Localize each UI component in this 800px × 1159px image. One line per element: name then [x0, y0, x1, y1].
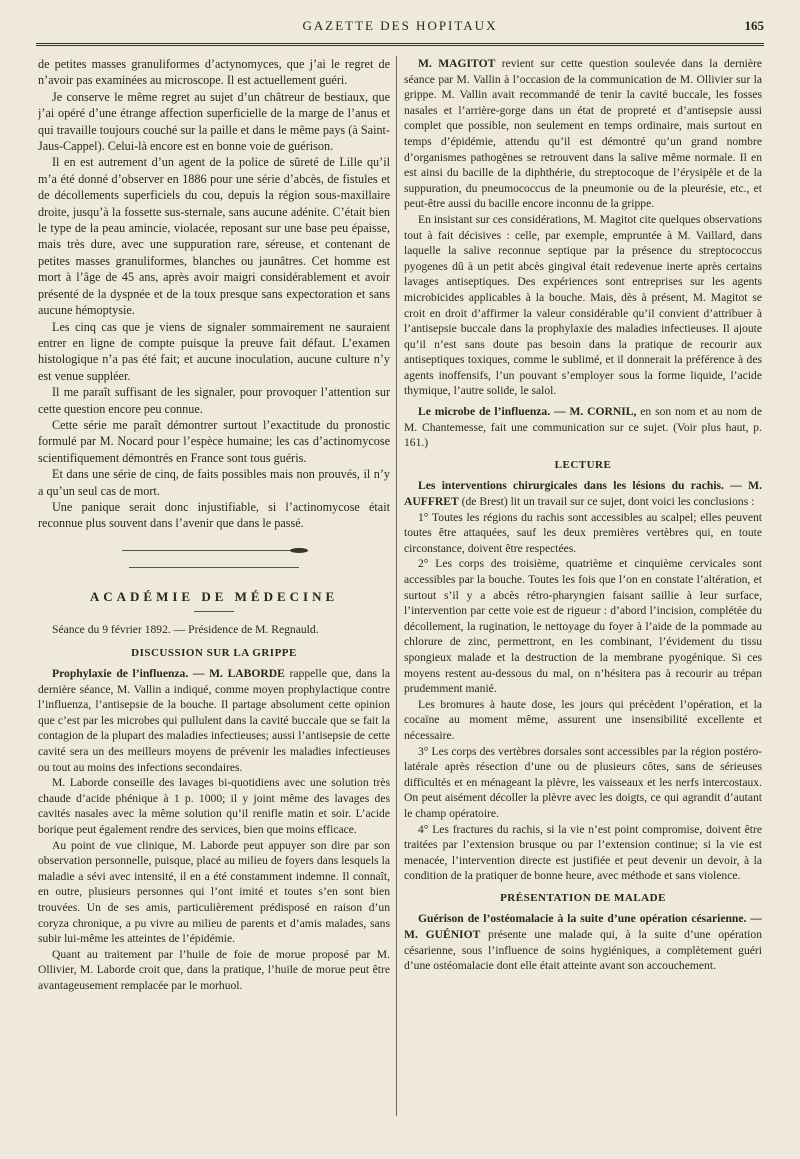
paragraph-lead: Guérison de l’ostéomalacie à la suite d’une opération césarienne. — M. GUÉNIOT: [404, 912, 762, 942]
paragraph: Les bromures à haute dose, les jours qui précèdent l’opération, et la cocaïne au moment même, assurent une insensibilité excellente et nécessaire.: [404, 697, 762, 742]
paragraph: Les interventions chirurgicales dans les lésions du rachis. — M. AUFFRET (de Brest) lit un travail sur ce sujet, dont voici les conclusions :: [404, 479, 762, 509]
paragraph-lead: Prophylaxie de l’influenza. — M. LABORDE: [52, 667, 285, 680]
paragraph-lead: Les interventions chirurgicales dans les lésions du rachis. — M. AUFFRET: [404, 479, 762, 509]
section-ornament: [38, 542, 390, 575]
paragraph: Quant au traitement par l’huile de foie de morue proposé par M. Ollivier, M. Laborde croit que, dans la pratique, l’huile de morue peut être avantageusement remplacée par le morhuol.: [38, 947, 390, 992]
journal-title: GAZETTE DES HOPITAUX: [302, 18, 498, 33]
divider: [194, 611, 234, 612]
paragraph: Cette série me paraît démontrer surtout l’exactitude du pronostic formulé par M. Nocard pour l’espèce humaine; les cas d’actinomycose scientifiquement démontrés en France sont tous guéris.: [38, 417, 390, 465]
paragraph: Le microbe de l’influenza. — M. CORNIL, en son nom et au nom de M. Chantemesse, fait une communication sur ce sujet. (Voir plus haut, p. 161.): [404, 405, 762, 450]
page-header: [0, 14, 800, 38]
paragraph: 4° Les fractures du rachis, si la vie n’est point compromise, doivent être traitées par l’extension brusque ou par l’extension continue; si la vie est menacée, l’intervention directe est justifiée et peut devenir un devoir, à la condition de la pratiquer de bonne heure, avec méthode et sans violence.: [404, 822, 762, 883]
paragraph-lead: M. MAGITOT: [418, 57, 496, 70]
left-column: [38, 56, 390, 1136]
paragraph: M. Laborde conseille des lavages bi-quotidiens avec une solution très chaude d’acide phénique à 1 p. 1000; il y joint même des lavages des cavités nasales avec la même solution qu’il renifle matin et soir. L’acide borique peut également rendre des services, bien que moins efficace.: [38, 776, 390, 836]
paragraph: M. MAGITOT revient sur cette question soulevée dans la dernière séance par M. Vallin à l’occasion de la communication de M. Ollivier sur la grippe. M. Vallin avait recommandé de tenir la cavité buccale, les fosses nasales et l’arrière-gorge dans un état de propreté et d’antisepsie aussi complet que possible, non seulement en temps ordinaire, mais surtout en temps d’épidémie, attendu qu’il est démontré qu’un grand nombre d’organismes pathogènes se retrouvent dans la salive même normale. Il en est ainsi du bacille de la diphthérie, du streptocoque de l’érysipèle et de la suppuration, du pneumococcus de la pneumonie ou de la pleurésie, etc., et peut-être aussi du bacille encore inconnu de la grippe.: [404, 57, 762, 211]
column-divider: [396, 56, 397, 1116]
paragraph: Une panique serait donc injustifiable, si l’actinomycose était reconnue plus souvent dans l’avenir que dans le passé.: [38, 499, 390, 531]
section-heading: ACADÉMIE DE MÉDECINE: [89, 588, 339, 604]
paragraph: 3° Les corps des vertèbres dorsales sont accessibles par la région postéro-latérale après résection d’une ou de plusieurs côtes, sans de sérieuses difficultés et en ménageant la plèvre, les vaisseaux et les nerfs intercostaux. On peut aisément décoller la plèvre avec les doigts, ce qui agrandit d’autant le champ opératoire.: [404, 744, 762, 820]
paragraph: 1° Toutes les régions du rachis sont accessibles au scalpel; elles peuvent toutes être attaquées, sauf les deux premières vertèbres qui, en toute circonstance, doivent être respectées.: [404, 510, 762, 555]
paragraph: Guérison de l’ostéomalacie à la suite d’une opération césarienne. — M. GUÉNIOT présente une malade qui, à la suite d’une opération césarienne, sous l’influence de soins hygiéniques, a complètement guéri d’une ostéomalacie dont elle était atteinte avant son accouchement.: [404, 912, 762, 973]
paragraph: 2° Les corps des troisième, quatrième et cinquième cervicales sont accessibles par la bouche. Toutes les fois que l’on en constate l’altération, et surtout s’il y a abcès rétro-pharyngien faisant saillie à leur surface, l’intervention par cette voie est de rigueur : d’abord l’incision, complétée du décollement, la rugination, le nettoyage du foyer à l’aide de la pommade au chlorure de zinc, permettront, en les combinant, l’évidement du tissu spongieux malade et la destruction de la membrane pyogénique. Si ces moyens restent au-dessous du mal, on n’hésitera pas à recourir au trépan prudemment manié.: [404, 557, 762, 696]
paragraph: Au point de vue clinique, M. Laborde peut appuyer son dire par son observation personnelle, puisque, placé au milieu de foyers dans lesquels la maladie a sévi avec intensité, il en a été constamment indemne. Il connaît, en outre, plusieurs personnes qui l’ont imité et toutes s’en sont bien trouvées. Un de ses amis, particulièrement prédisposé en raison d’un coryza chronique, a pu vivre au milieu de parents et d’amis malades, sans subir lui-même les atteintes de l’épidémie.: [38, 838, 390, 946]
subsection-heading: PRÉSENTATION DE MALADE: [500, 891, 666, 904]
paragraph: Les cinq cas que je viens de signaler sommairement ne sauraient entrer en ligne de compte puisque la preuve fait défaut. L’examen histologique n’a pas été fait; et aucune inoculation, aucune culture n’y est venue suppléer.: [38, 319, 390, 383]
paragraph: Et dans une série de cinq, de faits possibles mais non prouvés, il n’y a qu’un seul cas de mort.: [38, 467, 390, 498]
paragraph: Prophylaxie de l’influenza. — M. LABORDE rappelle que, dans la dernière séance, M. Vallin a indiqué, comme moyen prophylactique contre l’influenza, l’antisepsie de la bouche. Il partage absolument cette opinion que c’est par les microbes qui pullulent dans la cavité buccale que se fait la contagion de la plupart des maladies infectieuses; aussi l’antisepsie de cette cavité sera un des meilleurs moyens de prévenir les maladies infectieuses ou tout au moins des infections secondaires.: [38, 667, 390, 774]
header-rule: [36, 43, 764, 46]
page-number: 165: [744, 18, 764, 33]
seance-line: Séance du 9 février 1892. — Présidence de M. Regnauld.: [52, 623, 319, 636]
paragraph: En insistant sur ces considérations, M. Magitot cite quelques observations tout à fait décisives : celle, par exemple, empruntée à M. Vaillard, dans laquelle la salive reconnue septique par la présence du streptococcus pyogenes dû à un petit abcès gingival était redevenue inerte après certains lavages antiseptiques. Des expériences sont entreprises sur les agents microbicides applicables à la bouche. Mais, dès à présent, M. Magitot se croit en droit d’affirmer la valeur considérable qu’il convient d’attribuer à l’antisepsie buccale dans la prophylaxie des maladies infectieuses. Il ajoute qu’il n’est sans doute pas besoin dans la pratique de recourir aux antiseptiques toxiques, comme le sublimé, et il donnerait la préférence à des agents inoffensifs, l’un pouvant s’employer sous la forme liquide, l’acide thymique, l’autre solide, le salol.: [404, 212, 762, 398]
paragraph: Il en est autrement d’un agent de la police de sûreté de Lille qu’il m’a été donné d’observer en 1886 pour une série d’abcès, de fistules et de décollements superficiels du cou, depuis la région sous-maxillaire droite, jusqu’à la fossette sus-sternale, sans aucune adénite. C’était bien le type de la peau amincie, violacée, reposant sur une base peu épaisse, mais très dure, avec une suppuration rare, séreuse, et contenant de petites masses granuliformes, blanches ou jaunâtres. Cet homme est mort à l’âge de 45 ans, après avoir maigri considérablement et avoir présenté de la dyspnée et de la toux presque sans expectoration et sans aucune hémoptysie.: [38, 155, 390, 318]
paragraph: Je conserve le même regret au sujet d’un châtreur de bestiaux, que j’ai opéré d’une étrange affection superficielle de la marge de l’anus et qui travaille toujours couché sur la paille et dans le même pays (à Saint-Jaus-Cappel). Celui-là encore est en bonne voie de guérison.: [38, 89, 390, 154]
paragraph-lead: Le microbe de l’influenza. — M. CORNIL,: [418, 405, 637, 419]
paragraph: Il me paraît suffisant de les signaler, pour provoquer l’attention sur cette question encore peu connue.: [38, 385, 390, 416]
paragraph: de petites masses granuliformes d’actynomyces, que j’ai le regret de n’avoir pas examinées au microscope. Il est actuellement guéri.: [38, 57, 390, 88]
subsection-heading: LECTURE: [554, 458, 612, 471]
subsection-heading: DISCUSSION SUR LA GRIPPE: [131, 646, 297, 659]
right-column: [404, 56, 762, 1136]
